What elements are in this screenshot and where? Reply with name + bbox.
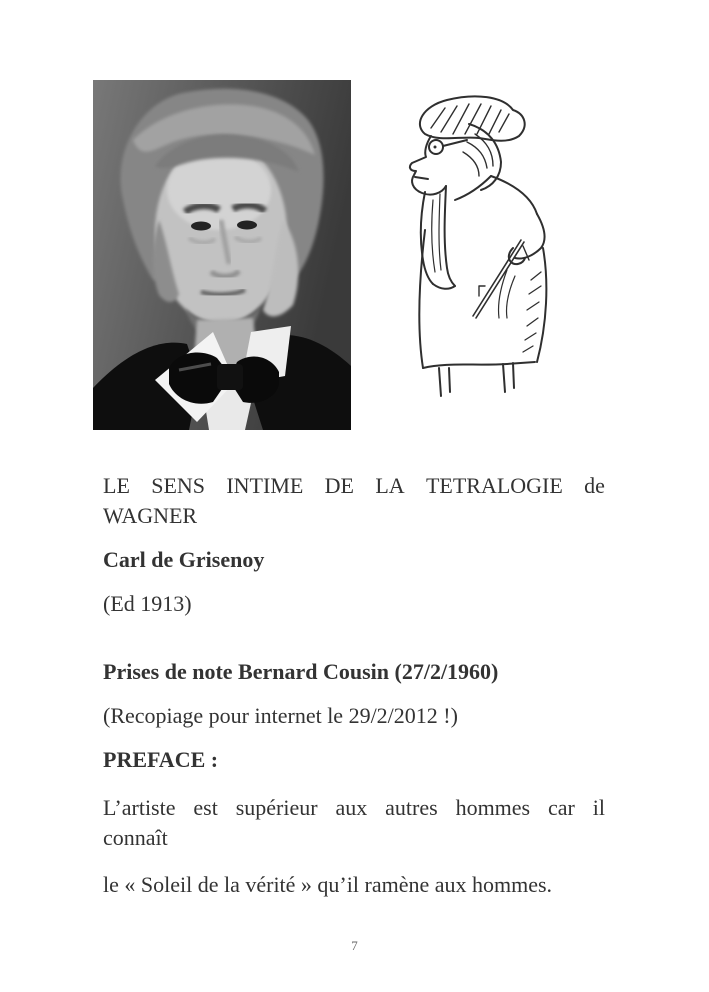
wagner-photograph-image	[93, 80, 351, 430]
scarf	[421, 186, 455, 289]
face-profile	[410, 136, 467, 195]
document-title	[103, 471, 605, 531]
beret	[420, 96, 525, 140]
edition-note: (Ed 1913)	[103, 591, 192, 616]
legs	[439, 363, 514, 396]
body-line-2: connaît	[103, 825, 168, 850]
wagner-caricature-drawing	[395, 90, 565, 400]
page-number: 7	[351, 938, 358, 953]
arm-and-baton	[473, 214, 544, 318]
body-line-1: L’artiste est supérieur aux autres hommes car il	[103, 795, 605, 820]
wagner-photograph	[93, 80, 351, 430]
coat	[419, 176, 546, 368]
notes-credit: Prises de note Bernard Cousin (27/2/1960)	[103, 659, 499, 684]
author-name: Carl de Grisenoy	[103, 547, 265, 572]
text-block	[103, 471, 605, 914]
title-line-2: WAGNER	[103, 503, 198, 528]
body-paragraph-1	[103, 793, 605, 853]
hair-back	[463, 124, 501, 190]
body-paragraph-2: le « Soleil de la vérité » qu’il ramène aux hommes.	[103, 872, 553, 897]
recopiage-note: (Recopiage pour internet le 29/2/2012 !)	[103, 703, 458, 728]
wagner-caricature-image	[395, 90, 565, 400]
title-line-1: LE SENS INTIME DE LA TETRALOGIE de	[103, 473, 605, 498]
preface-heading: PREFACE :	[103, 747, 219, 772]
